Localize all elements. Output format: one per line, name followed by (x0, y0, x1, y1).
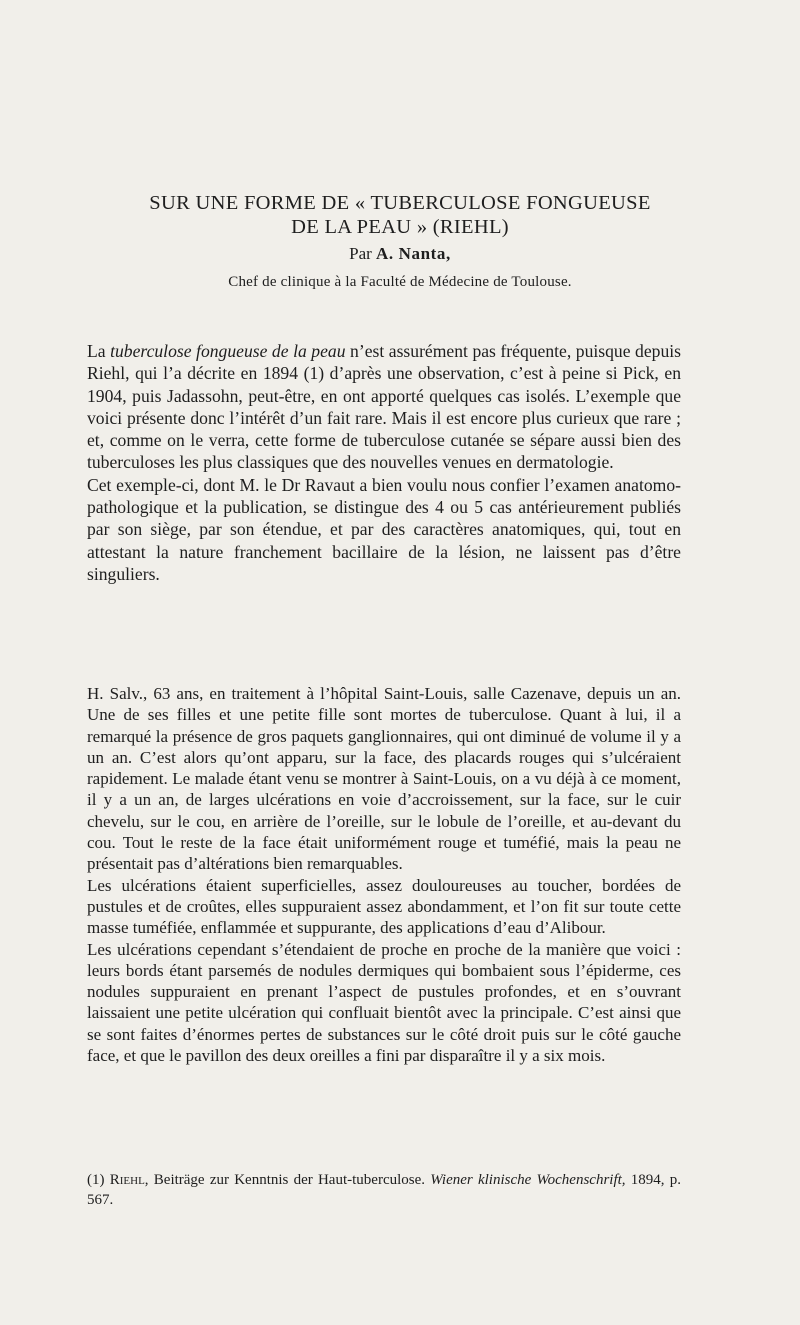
footnote-journal: Wiener klinische Wochenschrift, (430, 1172, 626, 1188)
case-paragraph-2: Les ulcérations étaient superficielles, assez douloureuses au toucher, bordées de pustules et de croûtes, elles suppuraient assez abondamment, et l’on fit sur toute cette masse tuméfiée, enflammée et suppurante, des applications d’eau d’Alibour. (87, 875, 681, 938)
footnote (87, 1170, 681, 1210)
author-affiliation: Chef de clinique à la Faculté de Médecine de Toulouse. (228, 274, 572, 290)
case-paragraph-1: H. Salv., 63 ans, en traitement à l’hôpital Saint-Louis, salle Cazenave, depuis un an. Une de ses filles et une petite fille sont mortes de tuberculose. Quant à lui, il a remarqué la présence de gros paquets ganglionnaires, qui ont diminué de volume il y a un an. C’est alors qu’ont apparu, sur la face, des placards rouges qui s’ulcéraient rapidement. Le malade étant venu se montrer à Saint-Louis, on a vu déjà à ce moment, il y a un an, de larges ulcérations en voie d’accroissement, sur la face, sur le cuir chevelu, sur le cou, en arrière de l’oreille, sur le lobule de l’oreille, et au-devant du cou. Tout le reste de la face était uniformément rouge et tuméfié, mais la peau ne présentait pas d’altérations bien remarquables. (87, 684, 681, 874)
case-section (87, 683, 681, 1066)
footnote-ref: 1894, p. 567. (87, 1172, 681, 1208)
intro-paragraph-1 (87, 340, 681, 474)
case-paragraph-3: Les ulcérations cependant s’étendaient de proche en proche de la manière que voici : leurs bords étant parsemés de nodules dermiques qui bombaient sous l’épiderme, ces nodules suppuraient en prenant l’aspect de pustules profondes, et en s’ouvrant laissaient une petite ulcération qui confluait bientôt avec la principale. C’est ainsi que se sont faites d’énormes pertes de substances sur le côté droit puis sur le côté gauche face, et que le pavillon des deux oreilles a fini par disparaître il y a six mois. (87, 939, 681, 1066)
article-title (0, 191, 800, 239)
footnote-author: Riehl (109, 1172, 145, 1188)
footnote-marker: (1) (87, 1172, 110, 1188)
footnote-text: , Beiträge zur Kenntnis der Haut-tuberculose. (144, 1172, 431, 1188)
author-name: A. Nanta, (376, 244, 451, 263)
title-line-2: DE LA PEAU » (RIEHL) (291, 216, 509, 238)
author-line (0, 243, 800, 265)
author-prefix: Par (349, 244, 372, 263)
intro-section (87, 340, 681, 585)
title-line-1: SUR UNE FORME DE « TUBERCULOSE FONGUEUSE (149, 192, 651, 214)
intro-p1-italic: tuberculose fongueuse de la peau (110, 341, 346, 361)
intro-paragraph-2: Cet exemple-ci, dont M. le Dr Ravaut a bien voulu nous confier l’examen anatomo-pathologique et la publication, se distingue des 4 ou 5 cas antérieurement publiés par son siège, par son étendue, et par des caractères anatomiques, qui, tout en attestant la nature franchement bacillaire de la lésion, ne laissent pas d’être singuliers. (87, 474, 681, 584)
intro-p1-start: La (87, 341, 111, 361)
intro-p1-rest: n’est assurément pas fréquente, puisque depuis Riehl, qui l’a décrite en 1894 (1) d’après une observation, c’est à peine si Pick, en 1904, puis Jadassohn, peut-être, en ont apporté quelques cas isolés. L’exemple que voici présente donc l’intérêt d’un fait rare. Mais il est encore plus curieux que rare ; et, comme on le verra, cette forme de tuberculose cutanée se sépare aussi bien des tuberculoses les plus classiques que des nouvelles venues en dermatologie. (87, 341, 681, 473)
